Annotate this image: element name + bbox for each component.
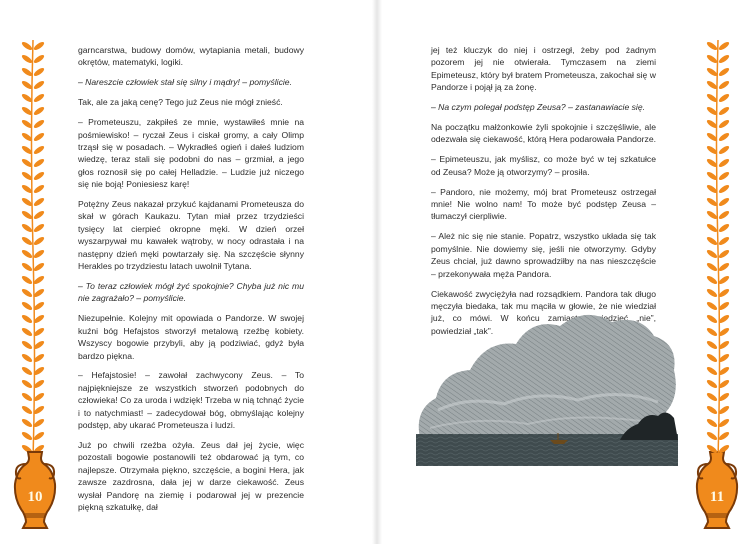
laurel-vine-right-icon: [703, 40, 733, 460]
storm-cloud-sea-illustration: [408, 300, 680, 468]
paragraph: garncarstwa, budowy domów, wytapiania metali, budowy okrętów, matematyki, logiki.: [78, 45, 304, 68]
paragraph: Niezupełnie. Kolejny mit opowiada o Pandorze. W swojej kuźni bóg Hefajstos stworzył metalową rzeźbę kobiety. Wszyscy bogowie przybyli, aby ją podziwiać, gdyż była bardzo piękna.: [78, 313, 304, 361]
paragraph: jej też kluczyk do niej i ostrzegł, żeby pod żadnym pozorem jej nie otwierała. Tymczasem na ziemi Epimeteusz, który był bratem Prometeusza, zakochał się w Pandorze i pojął ją za żonę.: [431, 45, 656, 93]
paragraph: Na początku małżonkowie żyli spokojnie i szczęśliwie, ale odezwała się ciekawość, którą Hera podarowała Pandorze.: [431, 122, 656, 145]
laurel-vine-left-icon: [18, 40, 48, 460]
paragraph-italic: – Nareszcie człowiek stał się silny i mądry! – pomyślicie.: [78, 77, 292, 88]
left-page: [0, 0, 377, 544]
paragraph: – Prometeuszu, zakpiłeś ze mnie, wystawiłeś mnie na pośmiewisko! – ryczał Zeus i ciskał gromy, a cały Olimp trząsł się w posadach. – Wykradłeś ogień i dałeś ludziom wiedzę, teraz stali się podobni do nas – grzmiał, a jego głos roznosił się po całej Helladzie. – Ludzie już niczego się nie boją! Poniesiesz karę!: [78, 117, 304, 190]
book-gutter: [372, 0, 382, 544]
paragraph: – Ależ nic się nie stanie. Popatrz, wszystko układa się tak pomyślnie. Nie dowiemy się, jeśli nie otworzymy. Gdyby Zeus chciał, już dawno sprowadziłby na nas nieszczęście – przekonywała męża Pandora.: [431, 231, 656, 279]
page-number-left: 10: [27, 489, 43, 505]
paragraph: Tak, ale za jaką cenę? Tego już Zeus nie mógł znieść.: [78, 97, 283, 108]
paragraph: Już po chwili rzeźba ożyła. Zeus dał jej życie, więc pozostali bogowie postanowili też obdarować ją tym, co najlepsze. Otrzymała piękno, szczęście, a bogini Hera, jak zawsze zazdrosna, dała jej w darze ciekawość. Zeus wysłał Pandorę na ziemię i podarował jej w prezencie piękną szkatułkę, dał: [78, 439, 304, 512]
paragraph-italic: – To teraz człowiek mógł żyć spokojnie? Chyba już nic mu nie zagrażało? – pomyślicie.: [78, 281, 304, 304]
paragraph-italic: – Na czym polegał podstęp Zeusa? – zastanawiacie się.: [431, 102, 646, 113]
paragraph: – Pandoro, nie możemy, mój brat Prometeusz ostrzegał mnie! Nie wolno nam! To może być podstęp Zeusa – tłumaczył cierpliwie.: [431, 186, 656, 222]
paragraph: – Hefajstosie! – zawołał zachwycony Zeus. – To najpiękniejsze ze wszystkich stworzeń podobnych do człowieka! Co za uroda i wdzięk! Trzeba w nią tchnąć życie i to natychmiast! – zadecydował bóg, obmyślając kolejny podstęp, aby ukarać Prometeusza i ludzi.: [78, 370, 304, 431]
page-number-right: 11: [709, 489, 725, 505]
paragraph: – Epimeteuszu, jak myślisz, co może być w tej szkatułce od Zeusa? Może ją otworzymy? – prosiła.: [431, 154, 656, 177]
left-text-column: [78, 44, 304, 521]
paragraph: Potężny Zeus nakazał przykuć kajdanami Prometeusza do skał w górach Kaukazu. Tytan miał przez trzydzieści tysięcy lat cierpieć okropne męki. W dzień orzeł wyszarpywał mu kawałek wątroby, w nocy odrastała i na następny dzień męki powtarzały się. Na szczęście słynny Herakles po trzydziestu latach uwolnił Tytana.: [78, 199, 304, 272]
paragraph: Ciekawość zwyciężyła nad rozsądkiem. Pandora tak długo męczyła biedaka, tak mu mąciła w głowie, że nie wiedział już, co mówi. W końcu zamiast powiedzieć „nie”, powiedział „tak”.: [431, 288, 656, 336]
